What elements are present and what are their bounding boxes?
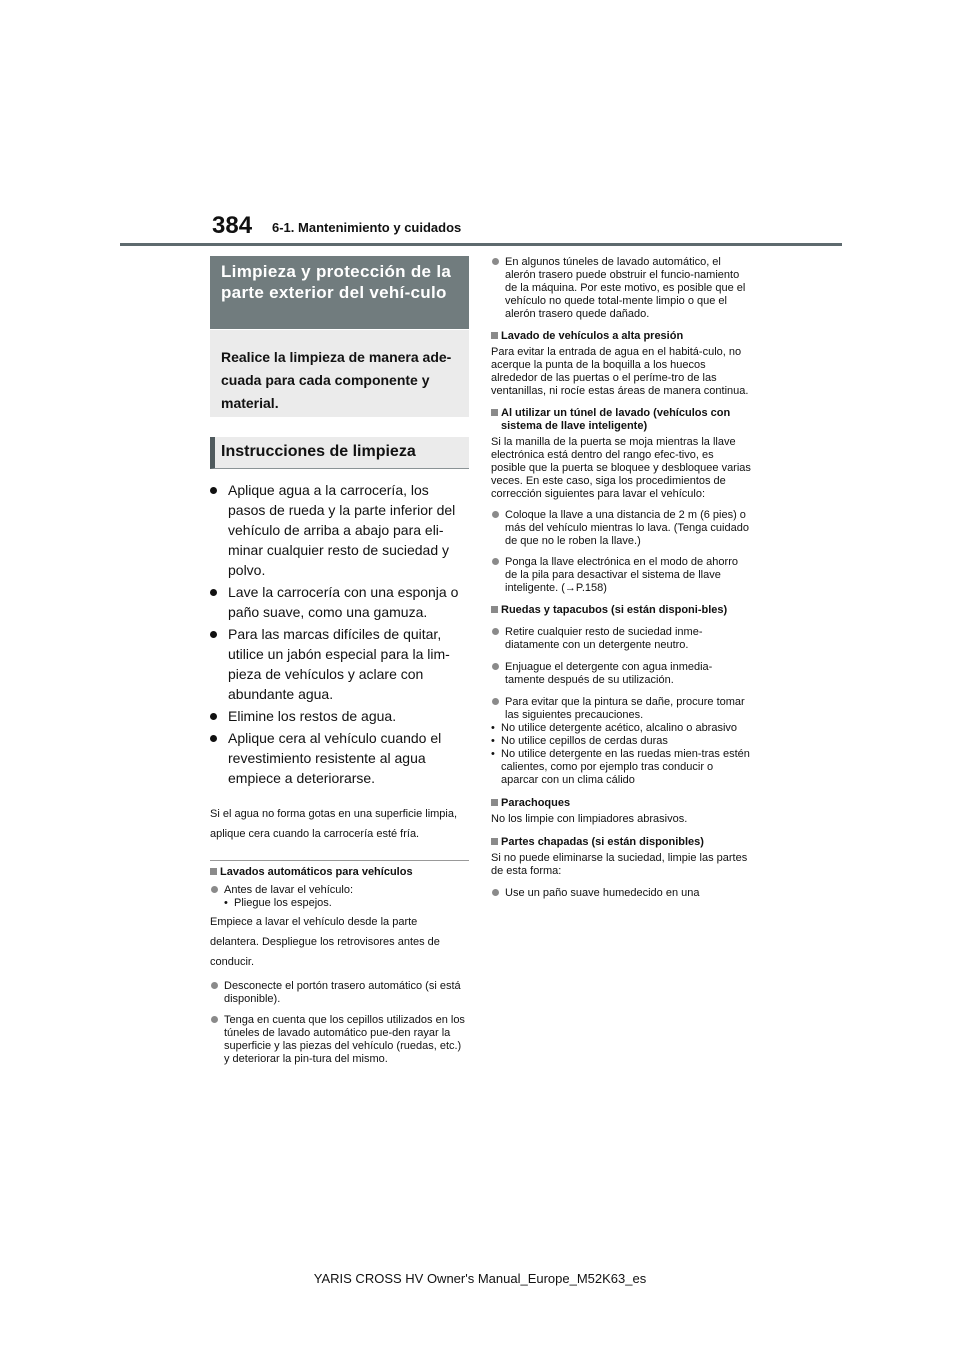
list-item: Retire cualquier resto de suciedad inme-diatamente con un detergente neutro. xyxy=(491,626,751,652)
section-divider xyxy=(210,860,469,861)
circle-bullet-icon xyxy=(492,558,499,565)
sub-list-item: • No utilice cepillos de cerdas duras xyxy=(491,735,668,747)
list-item: Antes de lavar el vehículo: • Pliegue los espejos. xyxy=(210,884,469,910)
page-number: 384 xyxy=(212,212,253,239)
bumper-heading: Parachoques xyxy=(491,797,751,810)
bullet-icon xyxy=(210,631,217,638)
bullet-icon xyxy=(210,487,217,494)
tunnel-paragraph: Si la manilla de la puerta se moja mientras la llave electrónica está dentro del rango efec-tivo, es posible que la puerta se bloquee y desbloquee varias veces. En este caso, siga los procedimientos de corrección siguientes para lavar el vehículo: xyxy=(491,436,751,500)
cleaning-steps xyxy=(210,480,469,788)
circle-bullet-icon xyxy=(492,511,499,518)
circle-bullet-icon xyxy=(492,889,499,896)
section-title: Limpieza y protección de la parte exterior del vehí-culo xyxy=(210,256,469,329)
list-item: Para evitar que la pintura se dañe, procure tomar las siguientes precauciones. xyxy=(491,696,751,722)
list-item: Lave la carrocería con una esponja o paño suave, como una gamuza. xyxy=(210,582,469,622)
list-item: Aplique cera al vehículo cuando el revestimiento resistente al agua empiece a deteriorarse. xyxy=(210,728,469,788)
square-bullet-icon xyxy=(491,799,498,806)
square-bullet-icon xyxy=(491,838,498,845)
auto-wash-heading: Lavados automáticos para vehículos xyxy=(210,866,469,879)
intro-box: Realice la limpieza de manera ade-cuada para cada componente y material. xyxy=(210,330,469,417)
circle-bullet-icon xyxy=(492,663,499,670)
bullet-icon xyxy=(210,713,217,720)
circle-bullet-icon xyxy=(492,258,499,265)
sub-list-item: • No utilice detergente acético, alcalino o abrasivo xyxy=(491,722,738,734)
plated-heading: Partes chapadas (si están disponibles) xyxy=(491,836,751,849)
header-rule xyxy=(120,243,842,246)
circle-bullet-icon xyxy=(492,628,499,635)
list-item: Para las marcas difíciles de quitar, utilice un jabón especial para la lim-pieza de vehículos y aclare con abundante agua. xyxy=(210,624,469,704)
list-item: Enjuague el detergente con agua inmedia-tamente después de su utilización. xyxy=(491,661,751,687)
square-bullet-icon xyxy=(491,606,498,613)
list-item: Aplique agua a la carrocería, los pasos de rueda y la parte inferior del vehículo de arriba a abajo para eli-minar cualquier resto de suciedad y polvo. xyxy=(210,480,469,580)
list-item: Coloque la llave a una distancia de 2 m (6 pies) o más del vehículo mientras lo lava. (Tenga cuidado de que no le roben la llave.) xyxy=(491,509,751,548)
sub-list-item: • Pliegue los espejos. xyxy=(224,897,332,909)
bullet-icon xyxy=(210,589,217,596)
footer-manual-id: YARIS CROSS HV Owner's Manual_Europe_M52K63_es xyxy=(313,1271,647,1286)
sub-list-item: • No utilice detergente en las ruedas mien-tras estén calientes, como por ejemplo tras conducir o aparcar con un clima cálido xyxy=(491,748,750,786)
bumper-paragraph: No los limpie con limpiadores abrasivos. xyxy=(491,813,688,825)
list-item: Use un paño suave humedecido en una xyxy=(491,887,751,900)
left-column xyxy=(210,256,469,1066)
cleaning-instructions-heading: Instrucciones de limpieza xyxy=(210,437,469,469)
list-item: Elimine los restos de agua. xyxy=(210,706,469,726)
chapter-title: 6-1. Mantenimiento y cuidados xyxy=(272,220,462,235)
circle-bullet-icon xyxy=(211,1016,218,1023)
list-item: Ponga la llave electrónica en el modo de ahorro de la pila para desactivar el sistema de llave inteligente. (→P.158) xyxy=(491,556,751,595)
circle-bullet-icon xyxy=(211,886,218,893)
bullet-icon xyxy=(210,735,217,742)
square-bullet-icon xyxy=(491,409,498,416)
circle-bullet-icon xyxy=(492,698,499,705)
auto-wash-paragraph: Empiece a lavar el vehículo desde la parte delantera. Despliegue los retrovisores antes de conducir. xyxy=(210,916,440,968)
wheels-heading: Ruedas y tapacubos (si están disponi-bles) xyxy=(491,604,751,617)
square-bullet-icon xyxy=(210,868,217,875)
right-column xyxy=(491,256,751,900)
plated-paragraph: Si no puede eliminarse la suciedad, limpie las partes de esta forma: xyxy=(491,852,748,877)
square-bullet-icon xyxy=(491,332,498,339)
list-item: Desconecte el portón trasero automático (si está disponible). xyxy=(210,980,469,1006)
high-pressure-heading: Lavado de vehículos a alta presión xyxy=(491,330,751,343)
list-item: En algunos túneles de lavado automático, el alerón trasero puede obstruir el funcio-namiento de la máquina. Por este motivo, es posible que el vehículo no quede total-mente limpio o que el alerón trasero quede dañado. xyxy=(491,256,751,321)
list-item: Tenga en cuenta que los cepillos utilizados en los túneles de lavado automático pue-den rayar la superficie y las piezas del vehículo (ruedas, etc.) y deteriorar la pin-tura del mismo. xyxy=(210,1014,469,1066)
tunnel-heading: Al utilizar un túnel de lavado (vehículos con sistema de llave inteligente) xyxy=(491,407,751,433)
circle-bullet-icon xyxy=(211,982,218,989)
wax-note: Si el agua no forma gotas en una superficie limpia, aplique cera cuando la carrocería esté fría. xyxy=(210,808,458,840)
high-pressure-paragraph: Para evitar la entrada de agua en el habitá-culo, no acerque la punta de la boquilla a los huecos alrededor de las puertas o el períme-tro de las ventanillas, ni rocíe estas áreas de manera continua. xyxy=(491,346,749,397)
